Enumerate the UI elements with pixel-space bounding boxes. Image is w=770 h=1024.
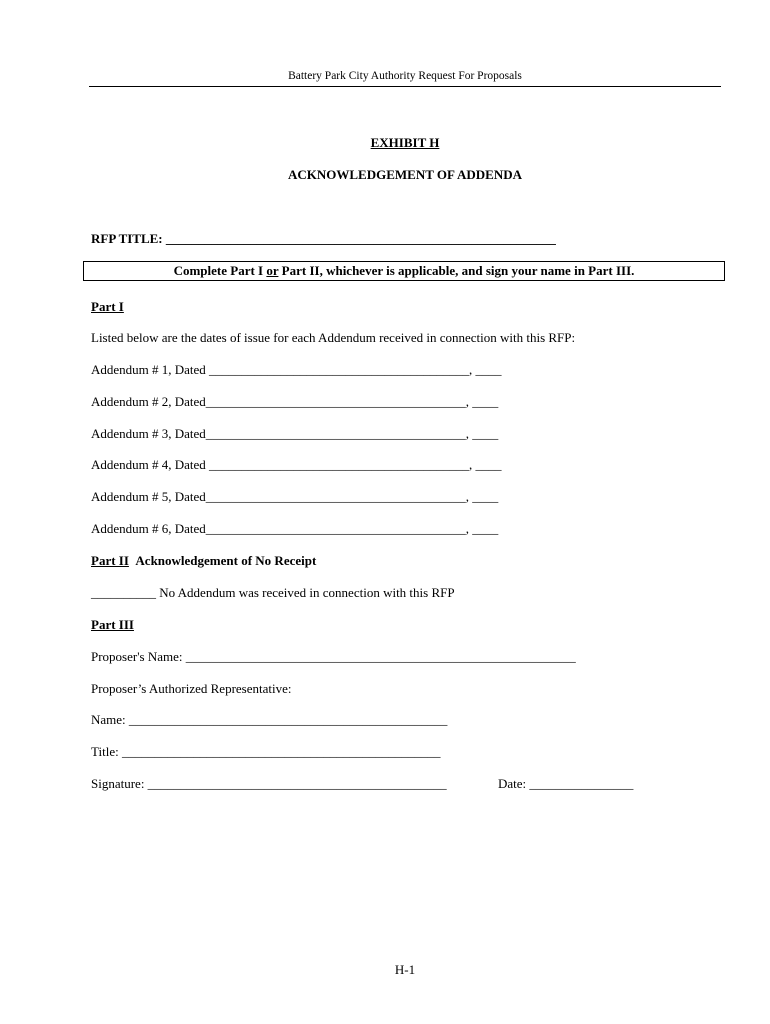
part2-heading-row	[91, 553, 316, 569]
date-field[interactable]: Date: ________________	[498, 776, 634, 791]
rep-title-field[interactable]: Title: _________________________________________________	[91, 744, 441, 759]
instruction-or: or	[266, 263, 279, 278]
rfp-title-blank: ____________________________________________________________	[165, 231, 556, 246]
instruction-box	[83, 261, 725, 281]
exhibit-subtitle: ACKNOWLEDGEMENT OF ADDENDA	[287, 167, 523, 182]
addendum-6-line[interactable]: Addendum # 6, Dated________________________________________, ____	[91, 521, 499, 536]
addendum-4-line[interactable]: Addendum # 4, Dated ________________________________________, ____	[91, 457, 502, 472]
signature-field[interactable]: Signature: ______________________________________________	[91, 776, 447, 791]
authorized-rep-label: Proposer’s Authorized Representative:	[91, 681, 292, 696]
instruction-text-before: Complete Part I	[173, 263, 267, 278]
exhibit-title: EXHIBIT H	[370, 135, 440, 150]
addendum-1-line[interactable]: Addendum # 1, Dated ________________________________________, ____	[91, 362, 502, 377]
addendum-3-line[interactable]: Addendum # 3, Dated________________________________________, ____	[91, 426, 499, 441]
page-header: Battery Park City Authority Request For Proposals	[288, 70, 522, 82]
page-number: H-1	[394, 962, 416, 977]
instruction-text-after: Part II, whichever is applicable, and sign your name in Part III.	[278, 263, 635, 278]
addendum-2-line[interactable]: Addendum # 2, Dated________________________________________, ____	[91, 394, 499, 409]
part3-heading: Part III	[91, 617, 134, 632]
part1-intro: Listed below are the dates of issue for each Addendum received in connection with this RFP:	[91, 330, 576, 345]
addendum-5-line[interactable]: Addendum # 5, Dated________________________________________, ____	[91, 489, 499, 504]
part2-title: Acknowledgement of No Receipt	[135, 553, 317, 568]
no-addendum-line[interactable]: __________ No Addendum was received in connection with this RFP	[91, 585, 455, 600]
rfp-title-field[interactable]	[91, 231, 556, 247]
header-rule	[89, 86, 721, 87]
part2-heading: Part II	[91, 553, 129, 568]
part1-heading: Part I	[91, 299, 124, 314]
proposer-name-field[interactable]: Proposer's Name: ____________________________________________________________	[91, 649, 576, 664]
rfp-title-label: RFP TITLE:	[91, 231, 163, 246]
rep-name-field[interactable]: Name: _________________________________________________	[91, 712, 448, 727]
